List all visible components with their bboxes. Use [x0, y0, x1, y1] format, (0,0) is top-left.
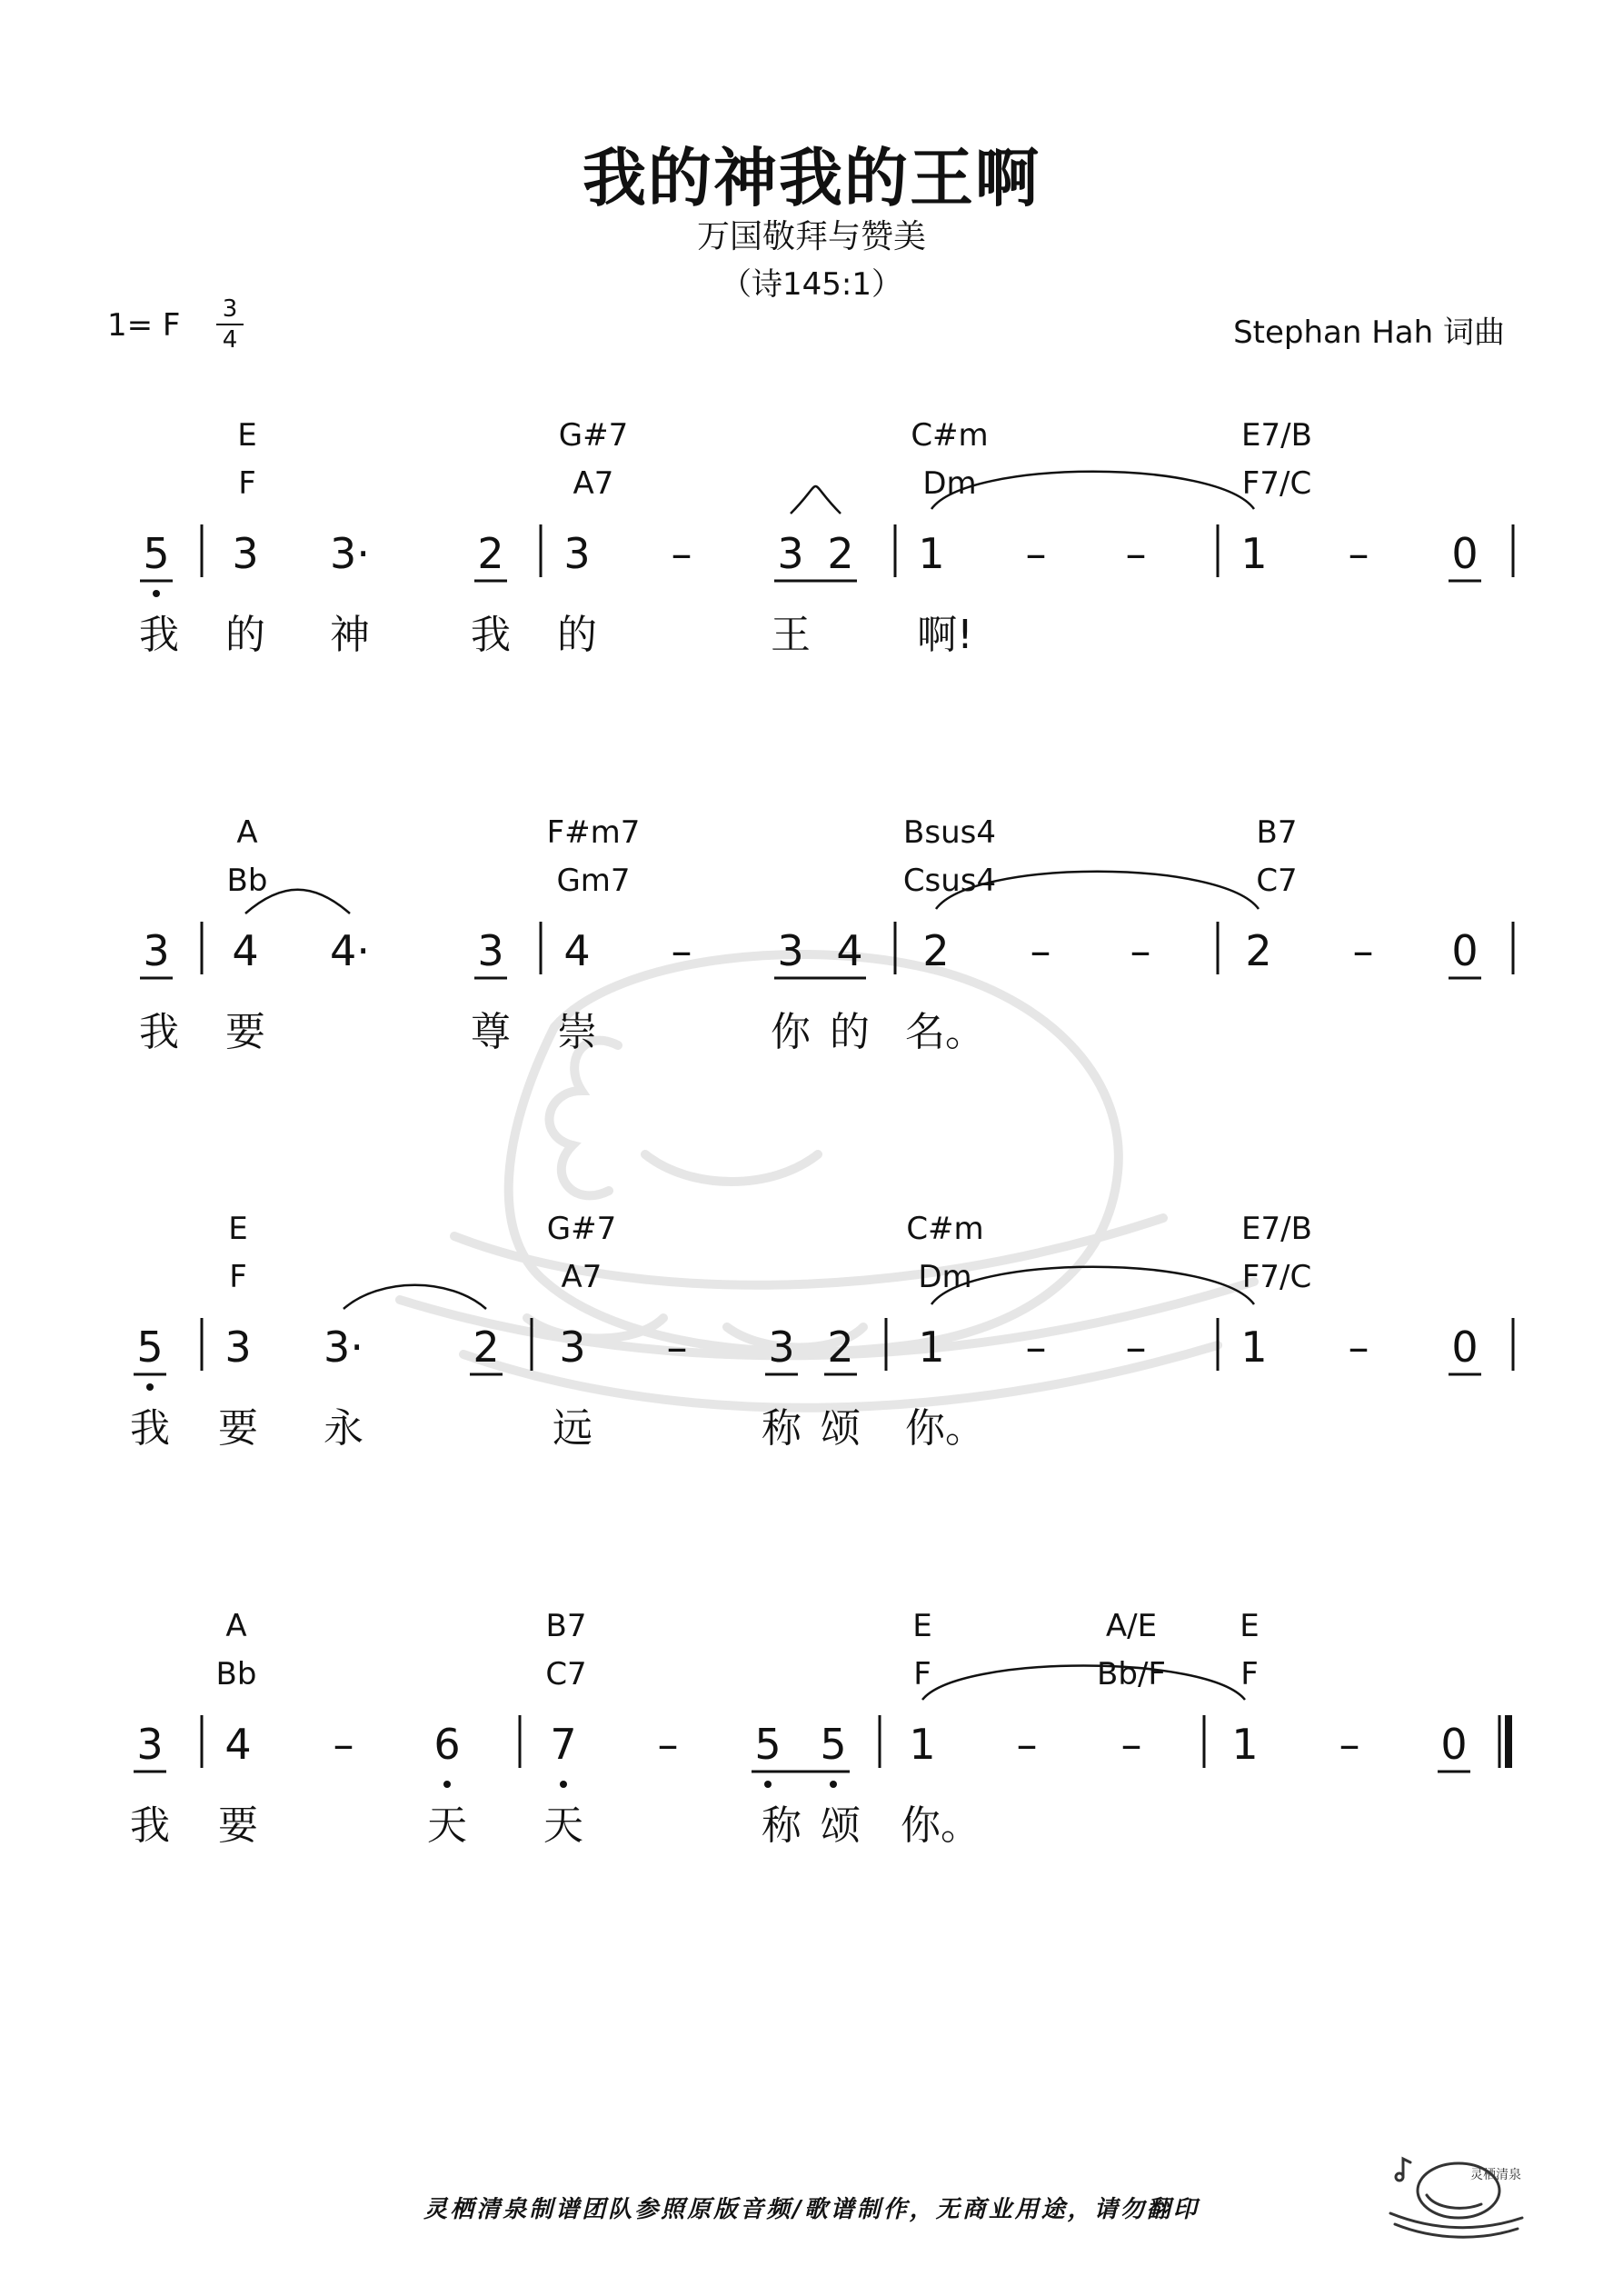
low-octave-dot — [830, 1781, 837, 1788]
chord-lower: Dm — [922, 465, 977, 502]
dash-mark: – — [1348, 529, 1369, 578]
note: 4 — [224, 1720, 252, 1769]
note: 3 — [563, 529, 591, 578]
song-subtitle: 万国敬拜与赞美 — [696, 218, 926, 255]
note: 1 — [918, 1323, 945, 1372]
chord-upper: A — [236, 814, 258, 851]
lyric-char: 你。 — [905, 1405, 985, 1452]
chord-upper: G#7 — [546, 1211, 617, 1247]
lyric-char: 颂 — [821, 1802, 861, 1849]
time-signature-top: 3 — [222, 295, 238, 323]
dash-mark: – — [1130, 926, 1151, 975]
lyric-char: 称 — [762, 1802, 802, 1849]
note: 3· — [324, 1323, 363, 1372]
chord-upper: C#m — [911, 417, 989, 454]
lyric-char: 王 — [771, 612, 811, 658]
lyric-char: 你。 — [901, 1802, 981, 1849]
dash-mark: – — [1125, 529, 1147, 578]
chord-upper: B7 — [545, 1608, 587, 1644]
dash-mark: – — [1352, 926, 1374, 975]
note: 4 — [232, 926, 259, 975]
note: 2 — [477, 529, 504, 578]
note: 1 — [1240, 529, 1268, 578]
slur-mark — [922, 1666, 1245, 1701]
key-signature: 1= F — [107, 307, 181, 344]
note: 1 — [909, 1720, 936, 1769]
chord-lower: Csus4 — [902, 863, 997, 899]
note: 2 — [827, 529, 854, 578]
chord-upper: E — [912, 1608, 932, 1644]
dash-mark: – — [1030, 926, 1051, 975]
dash-mark: – — [1016, 1720, 1038, 1769]
chord-upper: Bsus4 — [903, 814, 996, 851]
chord-lower: F — [1240, 1656, 1259, 1692]
chord-upper: C#m — [906, 1211, 984, 1247]
note: 3 — [777, 926, 804, 975]
chord-upper: E7/B — [1241, 417, 1312, 454]
chord-upper: B7 — [1256, 814, 1298, 851]
lyric-char: 要 — [225, 1009, 265, 1055]
note: 4 — [563, 926, 591, 975]
note: 3 — [777, 529, 804, 578]
author-credit: Stephan Hah 词曲 — [1233, 314, 1505, 351]
lyric-char: 的 — [557, 612, 597, 658]
note: 5 — [754, 1720, 782, 1769]
chord-upper: G#7 — [558, 417, 629, 454]
scripture-reference: （诗145:1） — [721, 266, 902, 303]
note: 5 — [143, 529, 170, 578]
note: 3· — [330, 529, 370, 578]
note: 4 — [836, 926, 863, 975]
lyric-char: 神 — [330, 612, 370, 658]
chord-lower: C7 — [545, 1656, 587, 1692]
chord-upper: F#m7 — [546, 814, 641, 851]
chord-upper: E — [1240, 1608, 1260, 1644]
chord-upper: E — [228, 1211, 248, 1247]
slur-mark — [344, 1285, 486, 1309]
dash-mark: – — [1339, 1720, 1360, 1769]
note: 1 — [918, 529, 945, 578]
lyric-char: 永 — [324, 1405, 363, 1452]
lyric-char: 天 — [543, 1802, 583, 1849]
note: 4· — [330, 926, 370, 975]
chord-upper: A — [225, 1608, 247, 1644]
song-title: 我的神我的王啊 — [582, 141, 1041, 215]
note: 2 — [1245, 926, 1272, 975]
dash-mark: – — [671, 529, 692, 578]
note: 3 — [224, 1323, 252, 1372]
dash-mark: – — [657, 1720, 679, 1769]
lyric-char: 天 — [427, 1802, 467, 1849]
footer-note: 灵栖清泉制谱团队参照原版音频/歌谱制作，无商业用途，请勿翻印 — [423, 2196, 1200, 2223]
note: 0 — [1451, 926, 1479, 975]
logo-icon — [1381, 2141, 1527, 2241]
note: 5 — [136, 1323, 164, 1372]
dash-mark: – — [1025, 529, 1047, 578]
note: 3 — [559, 1323, 586, 1372]
dash-mark: – — [671, 926, 692, 975]
lyric-char: 崇 — [557, 1009, 597, 1055]
lyric-char: 我 — [139, 1009, 179, 1055]
chord-upper: A/E — [1105, 1608, 1158, 1644]
chord-lower: F7/C — [1241, 1259, 1312, 1295]
chord-lower: Bb — [215, 1656, 257, 1692]
lyric-char: 我 — [130, 1405, 170, 1452]
chord-lower: Bb — [226, 863, 268, 899]
dash-mark: – — [1120, 1720, 1142, 1769]
dash-mark: – — [333, 1720, 354, 1769]
chord-upper: E7/B — [1241, 1211, 1312, 1247]
note: 0 — [1451, 1323, 1479, 1372]
low-octave-dot — [764, 1781, 772, 1788]
note: 1 — [1240, 1323, 1268, 1372]
note: 2 — [473, 1323, 500, 1372]
chord-lower: F7/C — [1241, 465, 1312, 502]
dash-mark: – — [1125, 1323, 1147, 1372]
lyric-char: 我 — [471, 612, 511, 658]
slur-mark — [931, 1267, 1254, 1304]
note: 5 — [820, 1720, 847, 1769]
note: 7 — [550, 1720, 577, 1769]
note: 2 — [827, 1323, 854, 1372]
lyric-char: 尊 — [471, 1009, 511, 1055]
chord-lower: Gm7 — [556, 863, 631, 899]
lyric-char: 远 — [553, 1405, 592, 1452]
note: 3 — [136, 1720, 164, 1769]
time-signature-bottom: 4 — [222, 326, 238, 354]
lyric-char: 要 — [218, 1802, 258, 1849]
lyric-char: 称 — [762, 1405, 802, 1452]
dash-mark: – — [666, 1323, 688, 1372]
lyric-char: 的 — [830, 1009, 870, 1055]
low-octave-dot — [443, 1781, 451, 1788]
lyric-char: 你 — [771, 1009, 811, 1055]
dash-mark: – — [1025, 1323, 1047, 1372]
lyric-char: 的 — [225, 612, 265, 658]
low-octave-dot — [153, 590, 160, 597]
lyric-char: 要 — [218, 1405, 258, 1452]
lyric-char: 我 — [139, 612, 179, 658]
lyric-char: 颂 — [821, 1405, 861, 1452]
slur-mark — [791, 486, 841, 514]
note: 3 — [143, 926, 170, 975]
chord-lower: F — [913, 1656, 931, 1692]
note: 3 — [477, 926, 504, 975]
note: 1 — [1231, 1720, 1259, 1769]
note: 0 — [1451, 529, 1479, 578]
note: 2 — [922, 926, 950, 975]
chord-lower: F — [229, 1259, 247, 1295]
lyric-char: 名。 — [905, 1009, 985, 1055]
chord-lower: A7 — [561, 1259, 602, 1295]
lyric-char: 啊! — [917, 612, 973, 658]
svg-text:灵栖清泉: 灵栖清泉 — [1470, 2168, 1521, 2182]
chord-lower: Bb/F — [1097, 1656, 1166, 1692]
low-octave-dot — [146, 1383, 154, 1391]
chord-lower: C7 — [1256, 863, 1298, 899]
chord-lower: Dm — [918, 1259, 972, 1295]
note: 3 — [768, 1323, 795, 1372]
slur-mark — [931, 472, 1254, 509]
chord-lower: F — [238, 465, 256, 502]
chord-lower: A7 — [573, 465, 614, 502]
dash-mark: – — [1348, 1323, 1369, 1372]
note: 3 — [232, 529, 259, 578]
chord-upper: E — [237, 417, 257, 454]
lyric-char: 我 — [130, 1802, 170, 1849]
note: 6 — [433, 1720, 461, 1769]
note: 0 — [1440, 1720, 1468, 1769]
low-octave-dot — [560, 1781, 567, 1788]
